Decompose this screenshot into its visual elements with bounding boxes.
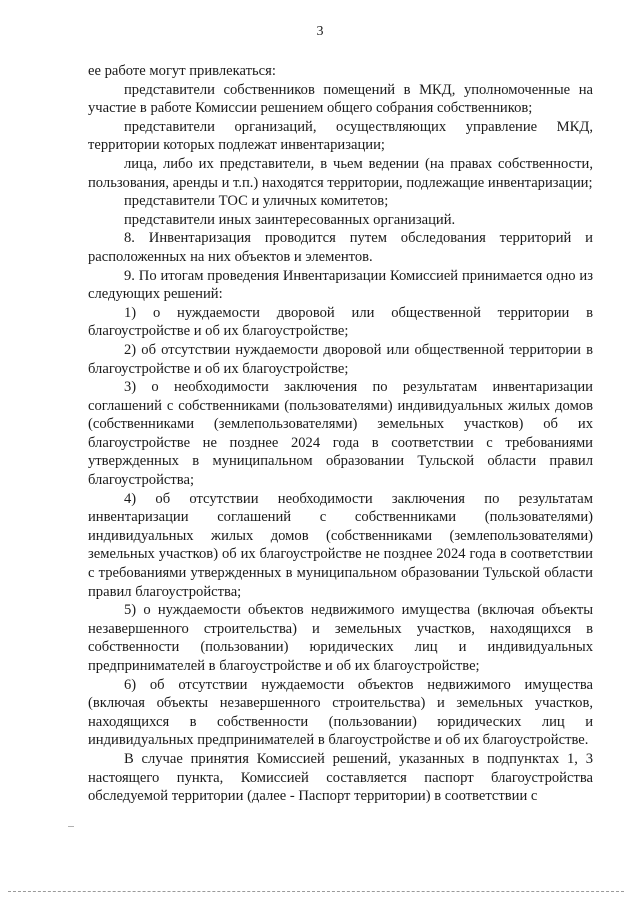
page-number: 3 xyxy=(316,24,324,39)
paragraph-8: 9. По итогам проведения Инвентаризации Комиссией принимается одно из следующих решений: xyxy=(88,267,593,303)
paragraph-9: 1) о нуждаемости дворовой или общественной территории в благоустройстве и об их благоустройстве; xyxy=(88,304,593,340)
paragraph-14: 6) об отсутствии нуждаемости объектов недвижимого имущества (включая объекты незавершенного строительства) и земельных участков, находящихся в собственности (пользовании) юридических лиц и индивидуальных предпринимателей в благоустройстве и об их благоустройстве. xyxy=(88,676,593,749)
paragraph-15: В случае принятия Комиссией решений, указанных в подпунктах 1, 3 настоящего пункта, Комиссией составляется паспорт благоустройства обследуемой территории (далее - Паспорт территории) в соответствии с xyxy=(88,750,593,805)
paragraph-12: 4) об отсутствии необходимости заключения по результатам инвентаризации соглашений с собственниками (пользователями) индивидуальных жилых домов (собственниками (землепользователями) земельных участков) об их благоустройстве не позднее 2024 года в соответствии с требованиями утвержденных в муниципальном образовании Тульской области правил благоустройства; xyxy=(88,490,593,600)
paragraph-3: представители организаций, осуществляющих управление МКД, территории которых подлежат инвентаризации; xyxy=(88,118,593,154)
body-text xyxy=(88,62,593,806)
paragraph-7: 8. Инвентаризация проводится путем обследования территорий и расположенных на них объектов и элементов. xyxy=(88,230,593,265)
paragraph-4: лица, либо их представители, в чьем ведении (на правах собственности, пользования, аренды и т.п.) находятся территории, подлежащие инвентаризации; xyxy=(88,155,593,191)
scan-edge-line xyxy=(8,891,624,892)
margin-mark xyxy=(68,826,74,827)
paragraph-5: представители ТОС и уличных комитетов; xyxy=(124,193,389,210)
paragraph-11: 3) о необходимости заключения по результатам инвентаризации соглашений с собственниками (пользователями) индивидуальных жилых домов (собственниками (землепользователями) земельных участков) об их благоустройстве не позднее 2024 года в соответствии с требованиями утвержденных в муниципальном образовании Тульской области правил благоустройства; xyxy=(88,379,593,489)
paragraph-6: представители иных заинтересованных организаций. xyxy=(124,211,456,228)
paragraph-13: 5) о нуждаемости объектов недвижимого имущества (включая объекты незавершенного строительства) и земельных участков, находящихся в собственности (пользовании) юридических лиц и индивидуальных предпринимателей в благоустройстве и об их благоустройстве; xyxy=(88,602,593,674)
paragraph-1: ее работе могут привлекаться: xyxy=(88,63,276,79)
paragraph-10: 2) об отсутствии нуждаемости дворовой или общественной территории в благоустройстве и об их благоустройстве; xyxy=(88,341,593,377)
paragraph-2: представители собственников помещений в МКД, уполномоченные на участие в работе Комиссии решением общего собрания собственников; xyxy=(88,81,593,117)
